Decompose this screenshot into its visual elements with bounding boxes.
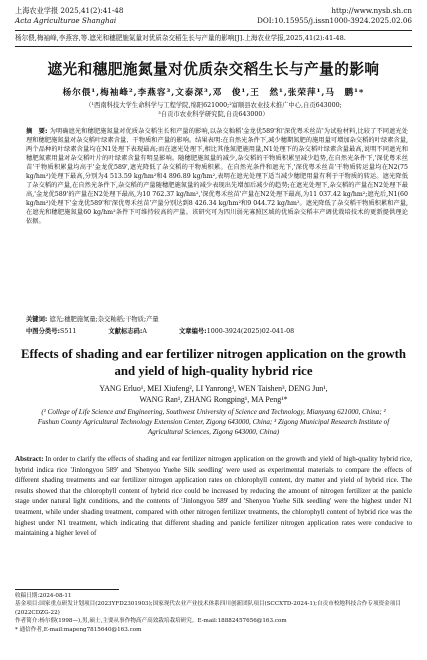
abstract-zh-label: 摘 要:: [26, 128, 48, 135]
affiliations-en: (¹ College of Life Science and Engineering, Southwest University of Science and Technology, Mianyang 621000, China; ² Fushun County Agricultural Technology Extension Center, Zigong 643000, China; ³ Zigong Municipal Research Institute of Agricultural Sciences, Zigong 643000, China): [37, 408, 390, 437]
classification-line: [26, 327, 408, 336]
authors-en-line1: YANG Erluo¹, MEI Xiufeng², LI Yanrong³, WEN Taishen³, DENG Jun¹,: [99, 384, 328, 393]
abstract-zh-text: 为明确遮光和穗肥施氮量对优质杂交稻生长和产量的影响,以杂交籼稻'金龙优589'和'深优粤禾丝苗'为试验材料,比较了不同遮光处理和穗肥施氮量对杂交稻叶绿素含量、干物质和产量的影响。结果表明:在自然光条件下,减少穗期氮肥的施用量可增加杂交稻的叶绿素含量,两个品种的叶绿素含量均在N1处理下表现最高;而在遮光处理下,相比其他氮肥施用量,N1处理下的杂交稻叶绿素含量最高,说明不同遮光和穗肥氮素用量对杂交稻叶片的叶绿素含量有明显影响。随穗肥施氮量的减少,杂交稻的干物质积累呈减少趋势,在自然光条件下,'深优粤禾丝苗'干物质积累量均高于'金龙优589',遮光降低了杂交稻的干物质积累。在自然光条件和遮光下,'深优粤禾丝苗'干物质转运量均在N2(75 kg/hm²)处理下最高,分别为4 513.59 kg/hm²和4 896.89 kg/hm²,表明在遮光处理下适当减少穗肥用量有利于干物质的转运。遮光降低了杂交稻的产量,在自然光条件下,杂交稻的产量随穗肥施氮量的减少表现出先增加后减少的趋势;在遮光处理下,杂交稻的产量在N2处理下最高,'金龙优589'的产量在N2处理下最高,为10 762.37 kg/hm²,'深优粤禾丝苗'产量在N2处理下最高,为11 037.42 kg/hm²;遮光后,N1(60 kg/hm²)处理下'金龙优589'和'深优粤禾丝苗'产量分别达到8 426.34 kg/hm²和9 044.72 kg/hm²。遮光降低了杂交稻干物质积累和产量,在遮光和穗肥施氮量60 kg/hm²条件下可维持较高的产量。该研究可为四川弱光寡照区域的优质杂交稻丰产调优栽培技术的更新提供理论依据。: [26, 128, 408, 225]
footnote-received: 收稿日期:2024-08-11: [15, 593, 72, 599]
authors-zh: 杨尔偎¹,梅袖峰²,李燕容³,文泰深³,邓 俊¹,王 然¹,张荣萍¹,马 鹏¹*: [62, 88, 365, 98]
doc-code-value: A: [142, 328, 147, 335]
abstract-en-label: Abstract:: [15, 455, 44, 463]
footnote-funding: 基金项目:国家重点研发计划项目(2023YFD2301903);国家现代农业产业技术体系四川创新团队项目(SCCXTD-2024-1);自贡市校地科技合作专项资金项目(2022CDZG-22): [15, 601, 401, 616]
footnote-rule: [15, 589, 119, 590]
abstract-en-text: In order to clarify the effects of shading and ear fertilizer nitrogen application on the growth and yield of high-quality hybrid rice, hybrid indica rice 'Jinlongyou 589' and 'Shenyou Yuehe Silk seedling' were used as experimental materials to compare the effects of different shading treatments and ear fertilizer nitrogen application rates on chlorophyll content, dry matter and yield of hybrid rice. The results showed that the chlorophyll content of hybrid rice could be increased by reducing the amount of nitrogen fertilizer at the panicle stage under natural light conditions, and the contents of 'Jinlongyou 589' and 'Shenyou Yuehe Silk seedling' were the highest under N1 treatment, while under shading treatment, compared with other nitrogen fertilizer treatments, the chlorophyll content of hybrid rice was the highest under N1 treatment, which indicating that different shading and panicle fertilizer nitrogen application rates were conducive to maintaining a higher level of: [15, 455, 412, 538]
title-zh: 遮光和穗肥施氮量对优质杂交稻生长与产量的影响: [47, 61, 380, 78]
doi[interactable]: DOI:10.15955/j.issn1000-3924.2025.02.06: [257, 16, 412, 25]
keywords-zh-label: 关键词:: [26, 316, 48, 323]
affiliation-zh-line1: （¹西南科技大学生命科学与工程学院,绵阳621000;²富顺县农业技术推广中心,自贡643000;: [85, 102, 342, 109]
journal-header-left: [15, 6, 123, 26]
abstract-en: [15, 454, 412, 539]
article-no-value: 1000-3924(2025)02-041-08: [206, 328, 295, 335]
doc-code-label: 文献标志码:: [108, 328, 143, 335]
citation: 杨尔偎,梅袖峰,李燕容,等.遮光和穗肥施氮量对优质杂交稻生长与产量的影响[J].上海农业学报,2025,41(2):41-48.: [15, 34, 346, 42]
citation-rule: [15, 46, 412, 47]
clc-item: [26, 328, 76, 335]
journal-header-right: [257, 6, 412, 26]
authors-en-line2: WANG Ran¹, ZHANG Rongping¹, MA Peng¹*: [139, 395, 288, 404]
affiliation-zh-line2: ³自贡市农业科学研究院,自贡643000）: [158, 111, 269, 118]
footnotes: [15, 592, 415, 634]
keywords-zh: [26, 315, 408, 324]
authors-en: [0, 383, 427, 405]
journal-issue: 上海农业学报 2025,41(2):41-48: [15, 6, 124, 15]
clc-label: 中图分类号:: [26, 328, 61, 335]
abstract-zh: [26, 127, 408, 226]
title-en: Effects of shading and ear fertilizer nitrogen application on the growth and yield of high-quality hybrid rice: [20, 347, 407, 378]
doc-code-item: [108, 328, 147, 335]
keywords-zh-text: 遮光;穗肥施氮量;杂交籼稻;干物质;产量: [49, 316, 159, 323]
article-no-label: 文章编号:: [178, 328, 207, 335]
header-rule: [15, 30, 412, 31]
clc-value: S511: [60, 328, 77, 335]
journal-name-en: Acta Agriculturae Shanghai: [15, 16, 117, 25]
journal-website[interactable]: http://www.nysb.sh.cn: [331, 6, 412, 15]
footnote-author: 作者简介:杨尔偎(1998—),男,硕士,主要从事作物高产高效栽培栽培研究。E-mail:18882457656@163.com: [15, 618, 287, 625]
article-no-item: [179, 328, 294, 335]
footnote-corresponding: * 通信作者,E-mail:mapeng7815640@163.com: [15, 626, 142, 633]
